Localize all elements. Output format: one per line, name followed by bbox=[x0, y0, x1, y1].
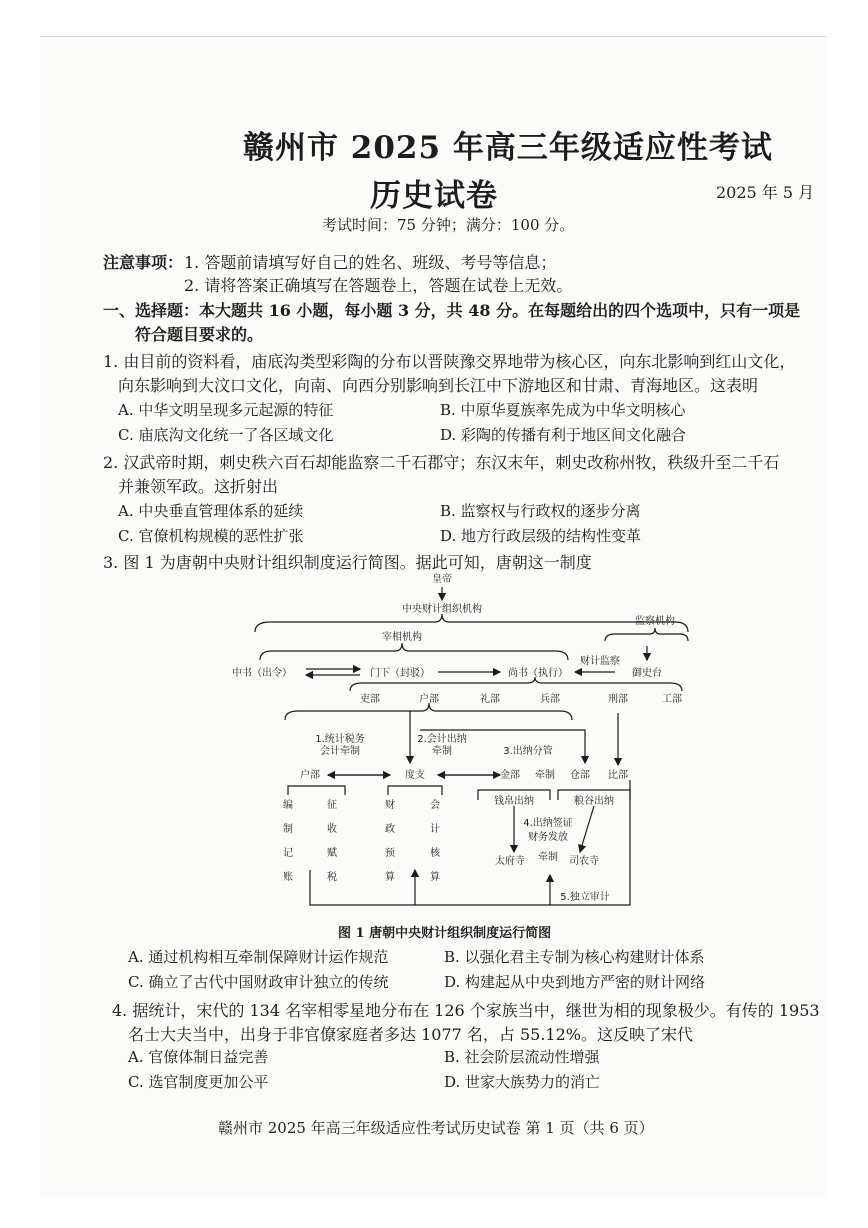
col2-char: 赋 bbox=[327, 848, 337, 859]
col1-char: 记 bbox=[283, 848, 293, 859]
label-audit-supervision: 财计监察 bbox=[580, 656, 620, 667]
col3-char: 政 bbox=[385, 824, 395, 835]
col2-char: 征 bbox=[327, 800, 337, 811]
node-duzhi: 度支 bbox=[405, 770, 425, 781]
notice-item-2: 2. 请将答案正确填写在答题卷上，答题在试卷上无效。 bbox=[184, 276, 573, 295]
notice-item-1: 1. 答题前请填写好自己的姓名、班级、考号等信息； bbox=[184, 253, 557, 272]
q1-option-a: A. 中华文明呈现多元起源的特征 bbox=[118, 401, 334, 419]
node-sinong: 司农寺 bbox=[569, 856, 599, 867]
label-step1-a: 1.统计税务 bbox=[315, 734, 365, 745]
q4-stem-cont: 名士大夫当中，出身于非官僚家庭者多达 1077 名，占 55.12%。这反映了宋代 bbox=[128, 1025, 693, 1044]
col3-char: 财 bbox=[385, 800, 395, 811]
node-libu2: 礼部 bbox=[480, 694, 500, 705]
label-qianzhi-2: 牵制 bbox=[538, 852, 558, 863]
label-grain: 粮谷出纳 bbox=[574, 796, 614, 807]
q1-stem-cont: 向东影响到大汶口文化，向南、向西分别影响到长江中下游地区和甘肃、青海地区。这表明 bbox=[118, 376, 759, 395]
q2-stem-cont: 并兼领军政。这折射出 bbox=[118, 477, 279, 496]
col3-char: 算 bbox=[385, 872, 395, 883]
q1-option-c: C. 庙底沟文化统一了各区域文化 bbox=[118, 426, 334, 444]
label-step5: 5.独立审计 bbox=[560, 892, 610, 903]
node-jinbu: 金部 bbox=[500, 770, 520, 781]
exam-title: 赣州市 2025 年高三年级适应性考试 bbox=[243, 130, 773, 166]
q4-option-b: B. 社会阶层流动性增强 bbox=[444, 1048, 600, 1066]
node-gongbu: 工部 bbox=[662, 694, 682, 705]
node-bingbu: 兵部 bbox=[540, 694, 560, 705]
section-heading-cont: 符合题目要求的。 bbox=[135, 325, 264, 344]
col4-char: 会 bbox=[430, 800, 440, 811]
col4-char: 计 bbox=[430, 824, 440, 835]
node-menxia: 门下（封驳） bbox=[370, 668, 430, 679]
node-supervision: 监察机构 bbox=[635, 616, 675, 627]
section-heading: 一、选择题：本大题共 16 小题，每小题 3 分，共 48 分。在每题给出的四个选项中，只有一项是 bbox=[103, 301, 801, 320]
q3-stem: 3. 图 1 为唐朝中央财计组织制度运行简图。据此可知，唐朝这一制度 bbox=[103, 553, 592, 572]
q3-option-b: B. 以强化君主专制为核心构建财计体系 bbox=[444, 948, 705, 966]
paper-subtitle: 历史试卷 bbox=[370, 178, 498, 214]
node-central: 中央财计组织机构 bbox=[402, 604, 482, 615]
q3-option-d: D. 构建起从中央到地方严密的财计网络 bbox=[444, 973, 706, 991]
col1-char: 制 bbox=[283, 824, 293, 835]
notice-label: 注意事项： bbox=[103, 253, 184, 272]
node-hubu2: 户部 bbox=[300, 770, 320, 781]
q4-stem: 4. 据统计，宋代的 134 名宰相零星地分布在 126 个家族当中，继世为相的现象极少。有传的 1953 bbox=[112, 1001, 820, 1020]
q1-stem: 1. 由目前的资料看，庙底沟类型彩陶的分布以晋陕豫交界地带为核心区，向东北影响到红山文化， bbox=[103, 352, 796, 371]
q2-option-a: A. 中央垂直管理体系的延续 bbox=[118, 502, 304, 520]
q2-option-d: D. 地方行政层级的结构性变革 bbox=[440, 527, 642, 545]
node-libu: 吏部 bbox=[360, 694, 380, 705]
node-shangshu: 尚书（执行） bbox=[508, 668, 568, 679]
col2-char: 收 bbox=[327, 824, 337, 835]
q4-option-c: C. 选官制度更加公平 bbox=[128, 1073, 269, 1091]
node-bibu: 比部 bbox=[608, 770, 628, 781]
node-zhongshu: 中书（出令） bbox=[232, 668, 292, 679]
q4-option-a: A. 官僚体制日益完善 bbox=[128, 1048, 269, 1066]
node-taifu: 太府寺 bbox=[495, 856, 525, 867]
label-qianzhi-1: 牵制 bbox=[535, 770, 555, 781]
node-xingbu: 刑部 bbox=[608, 694, 628, 705]
q2-stem: 2. 汉武帝时期，刺史秩六百石却能监察二千石郡守；东汉末年，刺史改称州牧，秩级升至二千石 bbox=[103, 453, 780, 472]
label-money: 钱帛出纳 bbox=[494, 796, 534, 807]
node-cangbu: 仓部 bbox=[570, 770, 590, 781]
exam-info: 考试时间：75 分钟；满分：100 分。 bbox=[322, 216, 575, 234]
label-step3: 3.出纳分管 bbox=[503, 746, 553, 757]
page-footer: 赣州市 2025 年高三年级适应性考试历史试卷 第 1 页（共 6 页） bbox=[218, 1119, 654, 1137]
col3-char: 预 bbox=[385, 848, 395, 859]
col1-char: 编 bbox=[283, 800, 293, 811]
q4-option-d: D. 世家大族势力的消亡 bbox=[444, 1073, 601, 1091]
exam-date: 2025 年 5 月 bbox=[716, 183, 815, 202]
node-emperor: 皇帝 bbox=[432, 574, 452, 585]
finance-system-diagram bbox=[210, 570, 690, 915]
node-hubu: 户部 bbox=[419, 694, 439, 705]
label-step1-b: 会计牵制 bbox=[320, 746, 360, 757]
q2-option-c: C. 官僚机构规模的恶性扩张 bbox=[118, 527, 304, 545]
label-step2-b: 牵制 bbox=[432, 746, 452, 757]
node-yushitai: 御史台 bbox=[632, 668, 662, 679]
q1-option-b: B. 中原华夏族率先成为中华文明核心 bbox=[440, 401, 686, 419]
label-step4-b: 财务发放 bbox=[528, 832, 568, 843]
col4-char: 算 bbox=[430, 872, 440, 883]
q1-option-d: D. 彩陶的传播有利于地区间文化融合 bbox=[440, 426, 687, 444]
q2-option-b: B. 监察权与行政权的逐步分离 bbox=[440, 502, 641, 520]
col1-char: 账 bbox=[283, 872, 293, 883]
col2-char: 税 bbox=[327, 872, 337, 883]
node-chancellor: 宰相机构 bbox=[382, 632, 422, 643]
label-step2-a: 2.会计出纳 bbox=[417, 734, 467, 745]
label-step4-a: 4.出纳签证 bbox=[523, 818, 573, 829]
q3-option-a: A. 通过机构相互牵制保障财计运作规范 bbox=[128, 948, 389, 966]
q3-option-c: C. 确立了古代中国财政审计独立的传统 bbox=[128, 973, 389, 991]
col4-char: 核 bbox=[430, 848, 440, 859]
figure-caption: 图 1 唐朝中央财计组织制度运行简图 bbox=[338, 926, 552, 941]
